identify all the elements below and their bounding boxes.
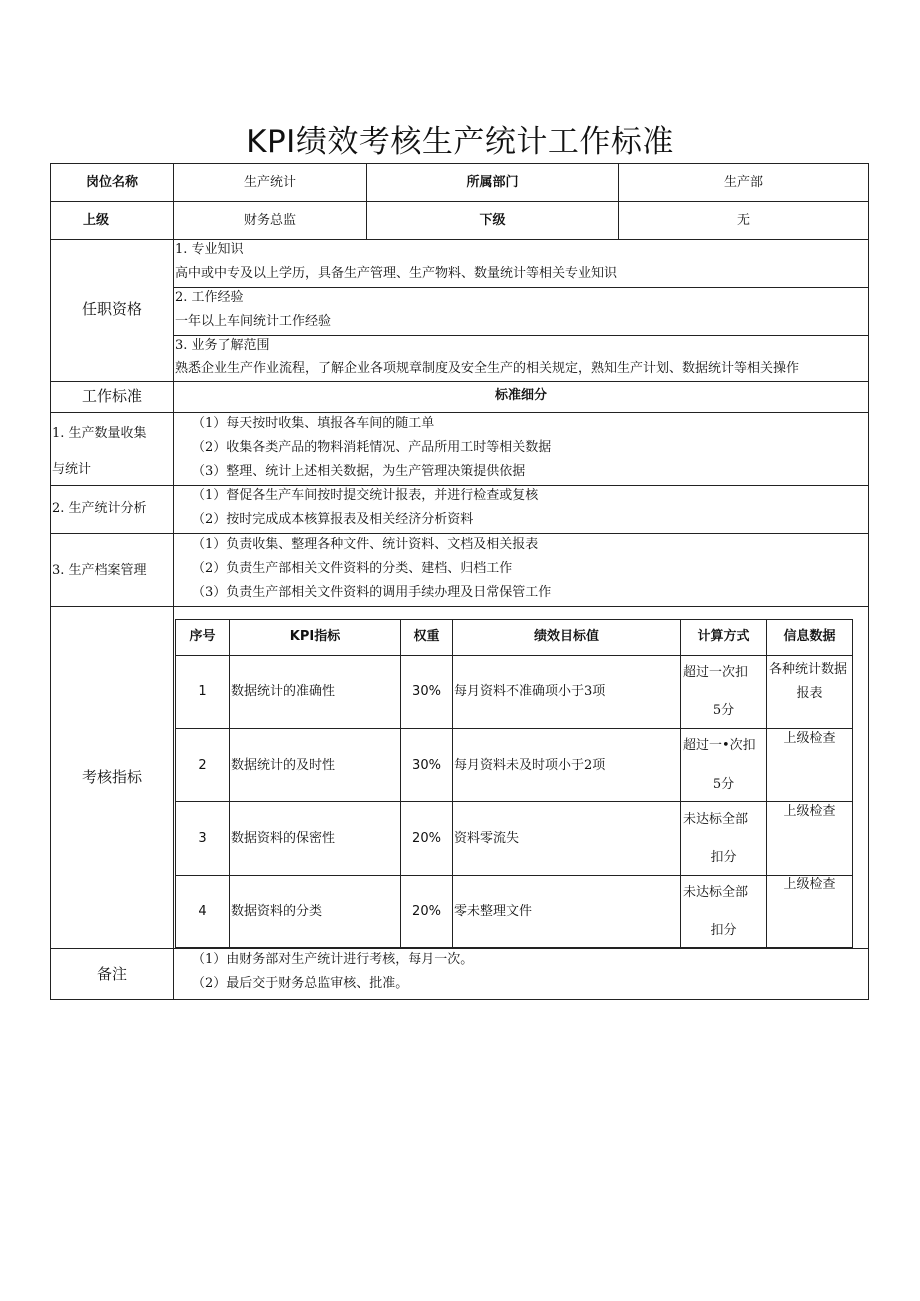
- kpi-label: 考核指标: [81, 768, 142, 786]
- standards-label: 工作标准: [81, 387, 142, 405]
- kpi-calc: 未达标全部: [683, 885, 749, 900]
- kpi-no: 1: [198, 684, 207, 699]
- qualifications-label: 任职资格: [81, 300, 142, 318]
- kpi-calc: 扣分: [710, 923, 737, 938]
- standard-group-name: 3. 生产档案管理: [52, 563, 147, 578]
- kpi-weight: 20%: [412, 904, 441, 919]
- kpi-target: 资料零流失: [454, 831, 520, 846]
- standard-item: （1）每天按时收集、填报各车间的随工单: [192, 416, 435, 431]
- kpi-no: 4: [198, 904, 207, 919]
- kpi-no: 2: [198, 758, 207, 773]
- superior-value: 财务总监: [243, 213, 296, 228]
- position-value: 生产统计: [243, 175, 296, 190]
- qualification-text: 一年以上车间统计工作经验: [175, 314, 332, 329]
- kpi-calc: 未达标全部: [683, 812, 749, 827]
- kpi-info: 各种统计数据: [769, 662, 848, 677]
- standard-item: （3）负责生产部相关文件资料的调用手续办理及日常保管工作: [192, 585, 552, 600]
- kpi-calc: 5分: [712, 777, 735, 792]
- standard-group-name: 与统计: [52, 462, 92, 477]
- standard-item: （2）收集各类产品的物料消耗情况、产品所用工时等相关数据: [192, 440, 552, 455]
- dept-value: 生产部: [723, 175, 763, 190]
- kpi-target: 零未整理文件: [454, 904, 533, 919]
- standard-group-name: 2. 生产统计分析: [52, 501, 147, 516]
- standard-group-name: 1. 生产数量收集: [52, 426, 147, 441]
- kpi-col-header: 权重: [413, 629, 440, 644]
- kpi-indicator: 数据资料的保密性: [231, 831, 336, 846]
- subordinate-value: 无: [736, 213, 750, 228]
- position-label: 岗位名称: [85, 175, 138, 190]
- remark-item: （1）由财务部对生产统计进行考核，每月一次。: [192, 952, 474, 967]
- superior-label: 上级: [82, 213, 109, 228]
- qualification-heading: 2. 工作经验: [175, 290, 244, 305]
- kpi-col-header: 序号: [189, 629, 216, 644]
- kpi-target: 每月资料未及时项小于2项: [454, 758, 606, 773]
- kpi-indicator: 数据统计的准确性: [231, 684, 336, 699]
- dept-label: 所属部门: [466, 175, 519, 190]
- kpi-info: 上级检查: [783, 731, 836, 746]
- qualification-text: 熟悉企业生产作业流程，了解企业各项规章制度及安全生产的相关规定，熟知生产计划、数据统计等相关操作: [175, 361, 800, 376]
- kpi-weight: 20%: [412, 831, 441, 846]
- kpi-calc: 超过一次扣: [683, 665, 749, 680]
- kpi-info: 上级检查: [783, 877, 836, 892]
- kpi-col-header: 信息数据: [783, 629, 836, 644]
- remark-item: （2）最后交于财务总监审核、批准。: [192, 976, 409, 991]
- kpi-calc: 超过一•次扣: [683, 738, 756, 753]
- remarks-label: 备注: [96, 965, 127, 983]
- kpi-indicator: 数据资料的分类: [231, 904, 323, 919]
- kpi-indicator: 数据统计的及时性: [231, 758, 336, 773]
- kpi-info: 报表: [796, 686, 823, 701]
- kpi-info: 上级检查: [783, 804, 836, 819]
- qualification-text: 高中或中专及以上学历，具备生产管理、生产物料、数量统计等相关专业知识: [175, 266, 618, 281]
- standards-detail-label: 标准细分: [494, 388, 547, 403]
- kpi-col-header: KPI指标: [289, 629, 341, 644]
- kpi-col-header: 计算方式: [697, 629, 750, 644]
- qualification-heading: 3. 业务了解范围: [175, 338, 270, 353]
- kpi-col-header: 绩效目标值: [533, 629, 599, 644]
- kpi-no: 3: [198, 831, 207, 846]
- kpi-target: 每月资料不准确项小于3项: [454, 684, 606, 699]
- kpi-weight: 30%: [412, 684, 441, 699]
- kpi-weight: 30%: [412, 758, 441, 773]
- kpi-calc: 扣分: [710, 850, 737, 865]
- page-title: KPI绩效考核生产统计工作标准: [246, 124, 674, 160]
- standard-item: （2）按时完成成本核算报表及相关经济分析资料: [192, 512, 474, 527]
- standard-item: （1）督促各生产车间按时提交统计报表，并进行检查或复核: [192, 488, 539, 503]
- standard-item: （1）负责收集、整理各种文件、统计资料、文档及相关报表: [192, 537, 539, 552]
- kpi-calc: 5分: [712, 703, 735, 718]
- subordinate-label: 下级: [479, 213, 506, 228]
- standard-item: （3）整理、统计上述相关数据，为生产管理决策提供依据: [192, 464, 526, 479]
- qualification-heading: 1. 专业知识: [175, 242, 244, 257]
- standard-item: （2）负责生产部相关文件资料的分类、建档、归档工作: [192, 561, 513, 576]
